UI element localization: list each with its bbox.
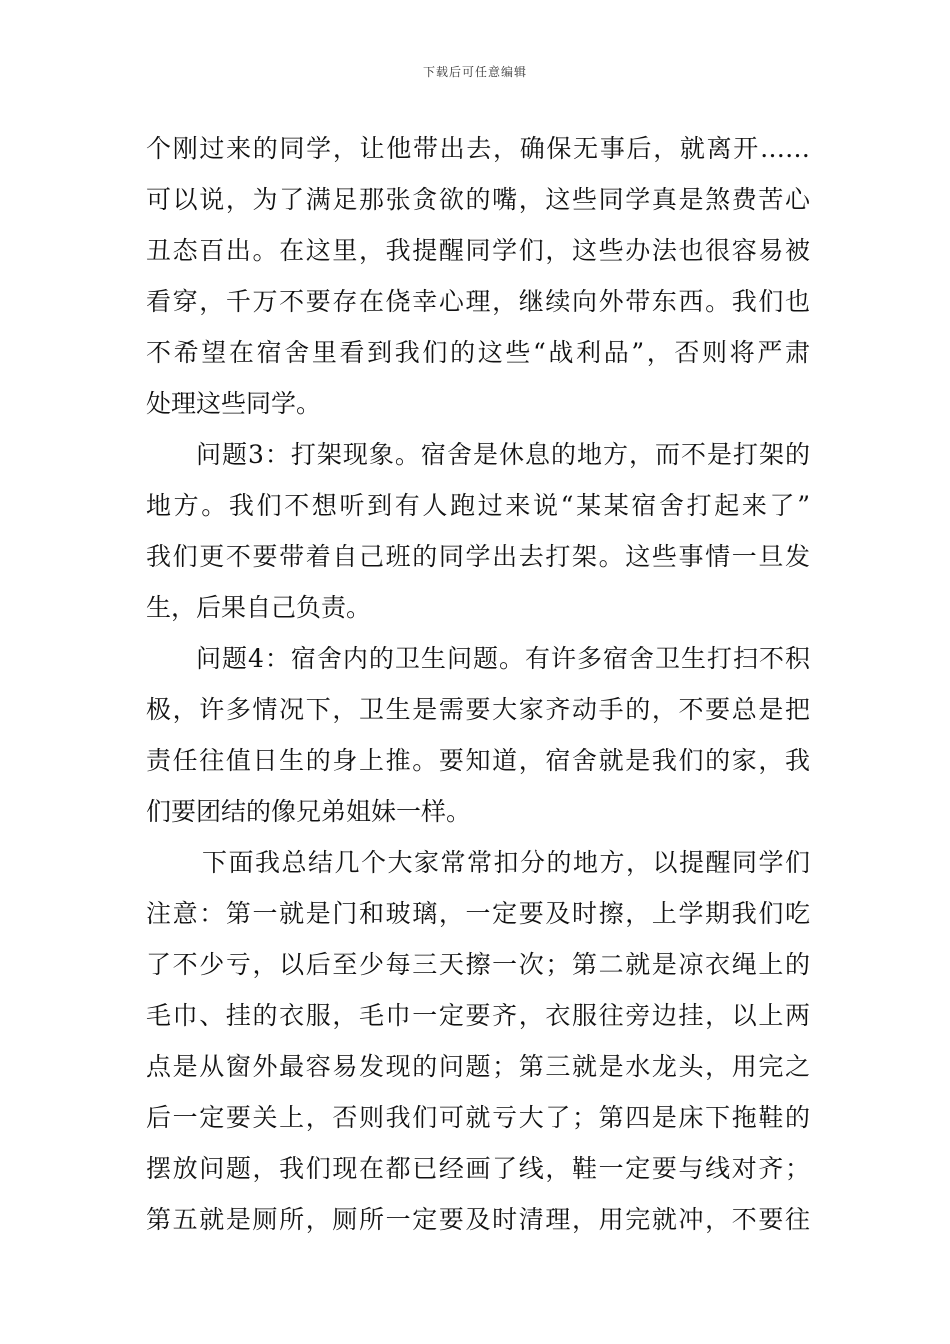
paragraph-start-line: 下面我总结几个大家常常扣分的地方，以提醒同学们 [202, 848, 810, 877]
paragraph-start-line: 问题4：宿舍内的卫生问题。有许多宿舍卫生打扫不积 [196, 644, 810, 673]
document-body [146, 123, 810, 1245]
text-line: 丑态百出。在这里，我提醒同学们，这些办法也很容易被 [146, 236, 810, 265]
text-line: 生，后果自己负责。 [146, 593, 372, 622]
text-line: 了不少亏，以后至少每三天擦一次；第二就是凉衣绳上的 [146, 950, 810, 979]
page-header: 下载后可任意编辑 [422, 65, 527, 79]
text-line: 责任往值日生的身上推。要知道，宿舍就是我们的家，我 [146, 746, 810, 775]
text-line: 毛巾、挂的衣服，毛巾一定要齐，衣服往旁边挂，以上两 [146, 1001, 810, 1030]
text-line: 可以说，为了满足那张贪欲的嘴，这些同学真是煞费苦心 [146, 185, 810, 214]
paragraph-start-line: 问题3：打架现象。宿舍是休息的地方，而不是打架的 [196, 440, 810, 469]
text-line: 不希望在宿舍里看到我们的这些“战利品”，否则将严肃 [146, 338, 810, 367]
text-line: 注意：第一就是门和玻璃，一定要及时擦，上学期我们吃 [146, 899, 810, 928]
text-line: 个刚过来的同学，让他带出去，确保无事后，就离开…… [146, 134, 810, 163]
text-line: 处理这些同学。 [146, 389, 322, 418]
text-line: 后一定要关上，否则我们可就亏大了；第四是床下拖鞋的 [146, 1103, 810, 1132]
text-line: 看穿，千万不要存在侥幸心理，继续向外带东西。我们也 [146, 287, 810, 316]
text-line: 第五就是厕所，厕所一定要及时清理，用完就冲，不要往 [146, 1205, 810, 1234]
text-line: 极，许多情况下，卫生是需要大家齐动手的，不要总是把 [146, 695, 810, 724]
text-line: 地方。我们不想听到有人跑过来说“某某宿舍打起来了” [146, 491, 810, 520]
text-line: 们要团结的像兄弟姐妹一样。 [146, 797, 472, 826]
text-line: 我们更不要带着自己班的同学出去打架。这些事情一旦发 [146, 542, 810, 571]
text-line: 摆放问题，我们现在都已经画了线，鞋一定要与线对齐； [146, 1154, 810, 1183]
text-line: 点是从窗外最容易发现的问题；第三就是水龙头，用完之 [146, 1052, 810, 1081]
